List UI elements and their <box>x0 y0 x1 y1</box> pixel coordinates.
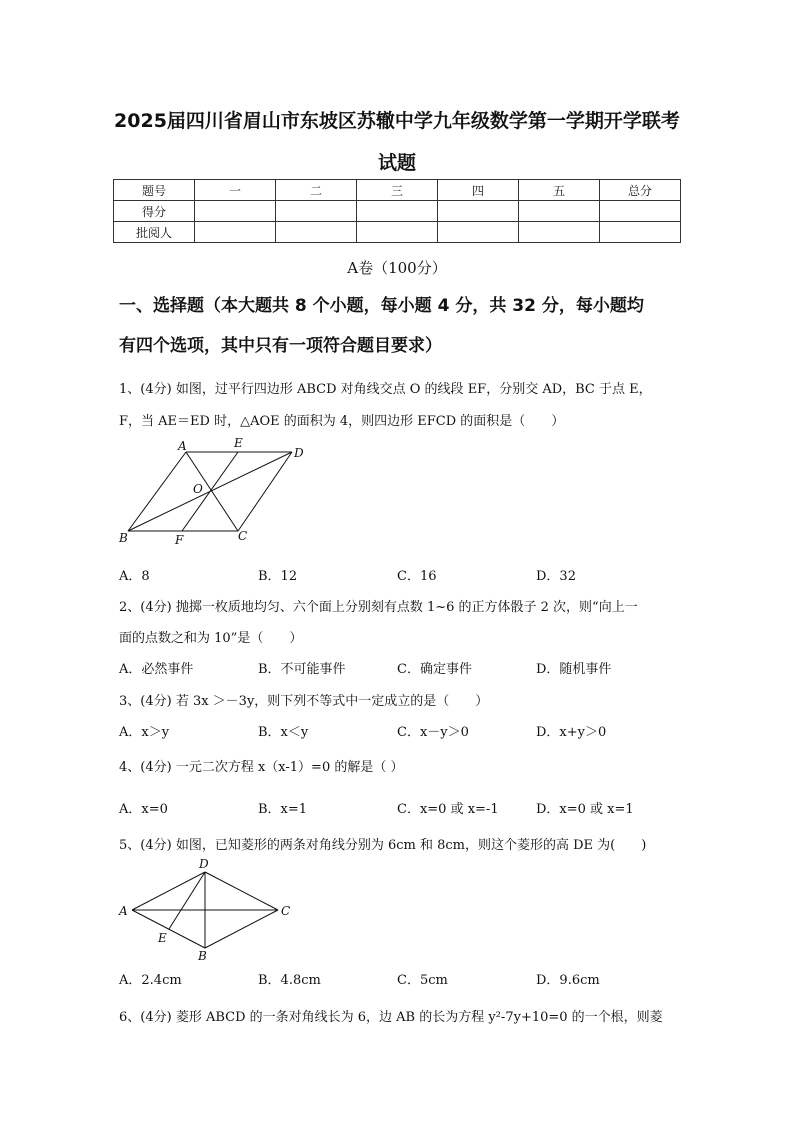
q3-option-b[interactable]: B．x＜y <box>258 725 309 740</box>
label-f: F <box>175 533 184 547</box>
q3-option-c[interactable]: C．x－y＞0 <box>397 725 469 740</box>
edge-dc <box>238 452 292 531</box>
q2-option-a[interactable]: A．必然事件 <box>119 662 194 677</box>
section-a-title: A卷（100分） <box>347 259 447 277</box>
q1-option-b[interactable]: B．12 <box>258 569 298 584</box>
exam-title-line2: 试题 <box>377 152 416 174</box>
edge-dc <box>205 872 278 910</box>
edge-ad <box>132 872 205 910</box>
header-cell: 二 <box>276 180 357 201</box>
q5-option-a[interactable]: A．2.4cm <box>119 973 182 988</box>
row-label: 批阅人 <box>114 222 195 243</box>
q5-option-d[interactable]: D．9.6cm <box>536 973 600 988</box>
q3-text: 3、(4分) 若 3x ＞－3y，则下列不等式中一定成立的是（ ） <box>119 694 489 709</box>
header-cell: 一 <box>195 180 276 201</box>
edge-ba <box>132 910 205 948</box>
label-d: D <box>199 857 209 871</box>
q2-text-line1: 2、(4分) 抛掷一枚质地均匀、六个面上分别刻有点数 1~6 的正方体骰子 2 次，则“向上一 <box>119 600 638 615</box>
height-de <box>169 872 205 929</box>
label-b: B <box>198 949 207 963</box>
label-e: E <box>234 436 243 450</box>
label-c: C <box>238 529 248 543</box>
label-d: D <box>294 446 304 460</box>
q5-text: 5、(4分) 如图，已知菱形的两条对角线分别为 6cm 和 8cm，则这个菱形的高 DE 为( ) <box>119 838 647 853</box>
q2-option-c[interactable]: C．确定事件 <box>397 662 472 677</box>
q6-text-line1: 6、(4分) 菱形 ABCD 的一条对角线长为 6，边 AB 的长为方程 y²-7y+10=0 的一个根，则菱 <box>119 1010 663 1025</box>
row-label: 得分 <box>114 201 195 222</box>
edge-cb <box>205 910 278 948</box>
label-c: C <box>281 904 291 918</box>
q1-text-line2: F，当 AE＝ED 时，△AOE 的面积为 4，则四边形 EFCD 的面积是（ ） <box>119 414 565 429</box>
q2-text-line2: 面的点数之和为 10”是（ ） <box>119 631 303 646</box>
q4-option-d[interactable]: D．x=0 或 x=1 <box>536 802 634 817</box>
q1-option-a[interactable]: A．8 <box>119 569 150 584</box>
q4-option-c[interactable]: C．x=0 或 x=-1 <box>397 802 499 817</box>
q2-option-d[interactable]: D．随机事件 <box>536 662 612 677</box>
part1-heading-line2: 有四个选项，其中只有一项符合题目要求） <box>119 336 442 356</box>
header-cell: 总分 <box>600 180 681 201</box>
q4-option-b[interactable]: B．x=1 <box>258 802 308 817</box>
q5-option-c[interactable]: C．5cm <box>397 973 448 988</box>
edge-ba <box>128 452 186 531</box>
segment-ef <box>182 452 238 531</box>
label-b: B <box>119 531 128 545</box>
q3-option-a[interactable]: A．x＞y <box>119 725 170 740</box>
label-e: E <box>158 931 167 945</box>
q3-option-d[interactable]: D．x+y＞0 <box>536 725 607 740</box>
label-a: A <box>119 904 128 918</box>
header-cell: 五 <box>519 180 600 201</box>
q4-text: 4、(4分) 一元二次方程 x（x-1）=0 的解是（ ） <box>119 760 404 775</box>
exam-title-line1: 2025届四川省眉山市东坡区苏辙中学九年级数学第一学期开学联考 <box>114 110 680 132</box>
q1-option-c[interactable]: C．16 <box>397 569 437 584</box>
label-o: O <box>193 482 203 496</box>
header-cell: 四 <box>438 180 519 201</box>
q4-option-a[interactable]: A．x=0 <box>119 802 168 817</box>
part1-heading-line1: 一、选择题（本大题共 8 个小题，每小题 4 分，共 32 分，每小题均 <box>119 296 644 316</box>
header-cell: 三 <box>357 180 438 201</box>
q1-option-d[interactable]: D．32 <box>536 569 576 584</box>
q1-text-line1: 1、(4分) 如图，过平行四边形 ABCD 对角线交点 O 的线段 EF，分别交 AD，BC 于点 E， <box>119 382 652 397</box>
label-a: A <box>178 439 187 453</box>
q5-option-b[interactable]: B．4.8cm <box>258 973 321 988</box>
q2-option-b[interactable]: B．不可能事件 <box>258 662 346 677</box>
header-cell: 题号 <box>114 180 195 201</box>
